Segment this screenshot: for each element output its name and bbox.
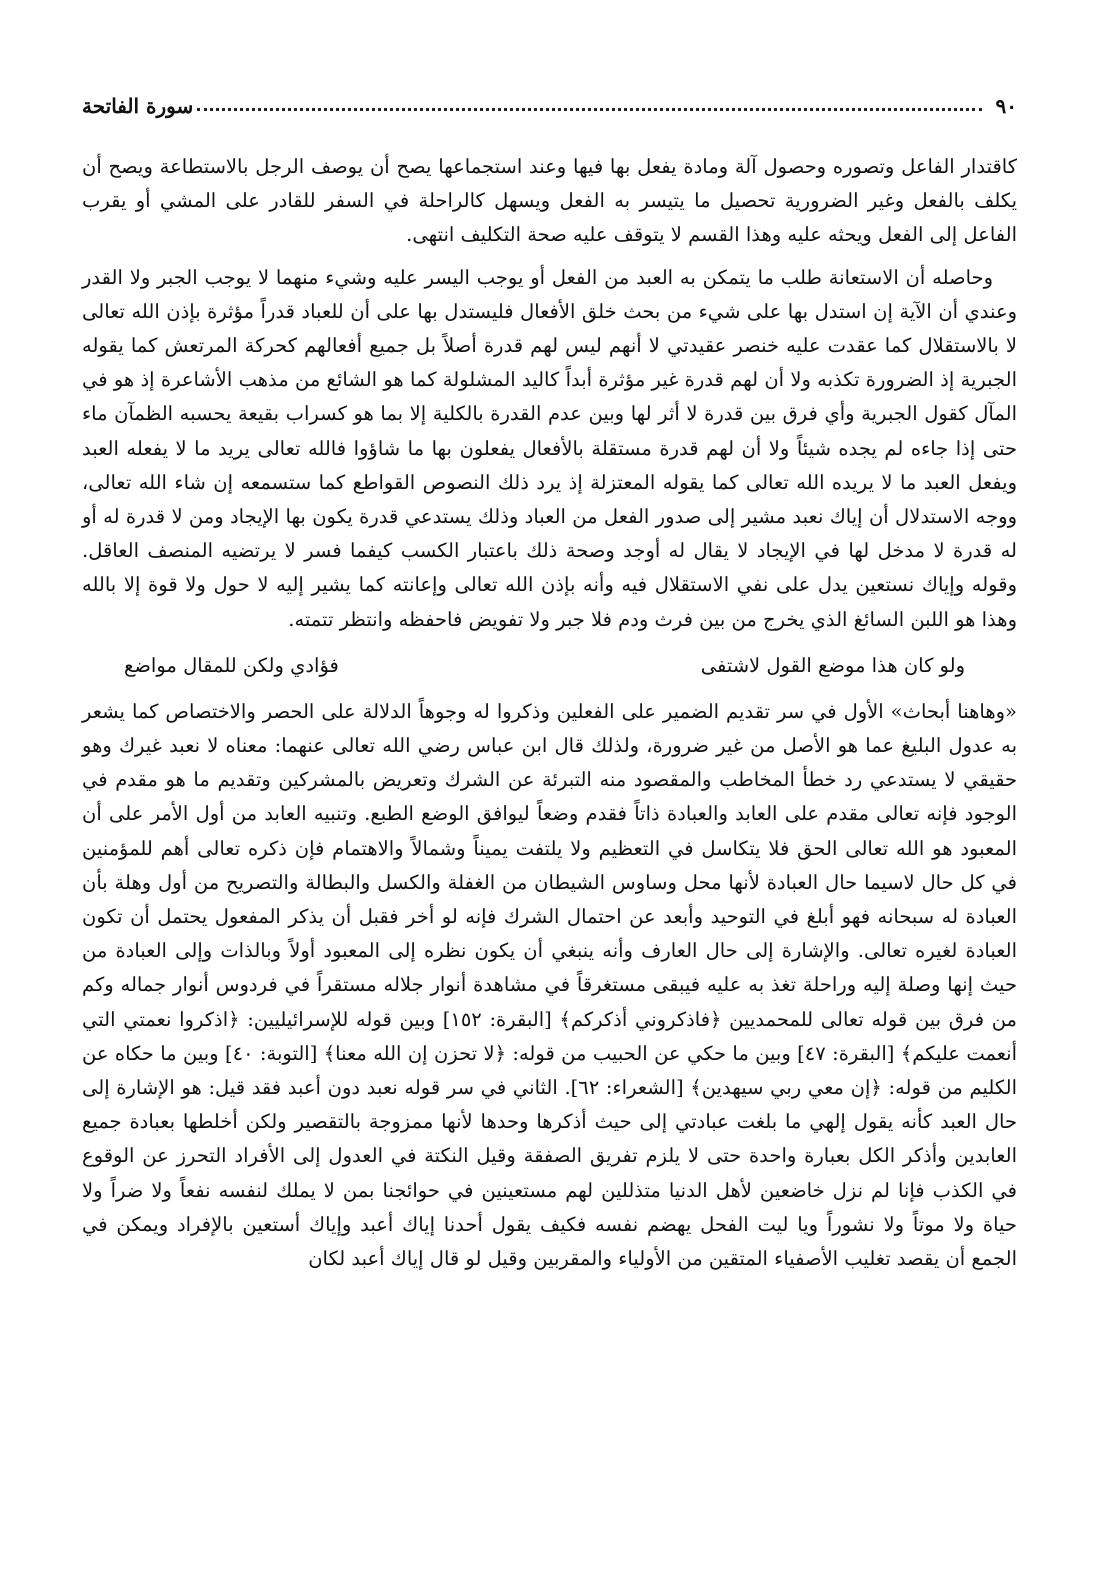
paragraph-2: وحاصله أن الاستعانة طلب ما يتمكن به العبد من الفعل أو يوجب اليسر عليه وشيء منهما لا يوجب الجبر ولا القدر وعندي أن الآية إن استدل بها على شيء من بحث خلق الأفعال فليستدل بها على أن للعباد قدراً مؤثرة بإذن الله تعالى لا بالاستقلال كما عقدت عليه خنصر عقيدتي لا أنهم ليس لهم قدرة أصلاً بل جميع أفعالهم كحركة المرتعش كما يقوله الجبرية إذ الضرورة تكذبه ولا أن لهم قدرة غير مؤثرة أبداً كاليد المشلولة كما هو الشائع من مذهب الأشاعرة إذ هو في المآل كقول الجبرية وأي فرق بين قدرة لا أثر لها وبين عدم القدرة بالكلية إلا بما هو كسراب بقيعة يحسبه الظمآن ماء حتى إذا جاءه لم يجده شيئاً ولا أن لهم قدرة مستقلة بالأفعال يفعلون بها ما شاؤوا فالله تعالى يريد ما لا يفعله العبد ويفعل العبد ما لا يريده الله تعالى كما يقوله المعتزلة إذ يرد ذلك النصوص القواطع كما ستسمعه إن شاء الله تعالى، ووجه الاستدلال أن إياك نعبد مشير إلى صدور الفعل من العباد وذلك يستدعي قدرة يكون بها الإيجاد ومن لا قدرة له أو له قدرة لا مدخل لها في الإيجاد لا يقال له أوجد وصحة ذلك باعتبار الكسب كيفما فسر لا يرتضيه المنصف العاقل. وقوله وإياك نستعين يدل على نفي الاستقلال فيه وأنه بإذن الله تعالى وإعانته كما يشير إليه لا حول ولا قوة إلا بالله وهذا هو اللبن السائغ الذي يخرج من بين فرث ودم فلا جبر ولا تفويض فاحفظه وانتظر تتمته. (82, 265, 1017, 631)
paragraph-3: «وهاهنا أبحاث» الأول في سر تقديم الضمير على الفعلين وذكروا له وجوهاً الدلالة على الحصر والاختصاص كما يشعر به عدول البليغ عما هو الأصل من غير ضرورة، ولذلك قال ابن عباس رضي الله تعالى عنهما: معناه لا نعبد غيرك وهو حقيقي لا يستدعي رد خطأ المخاطب والمقصود منه التبرئة عن الشرك وتعريض بالمشركين وتقديم ما هو مقدم في الوجود فإنه تعالى مقدم على العابد والعبادة ذاتاً فقدم وضعاً ليوافق الوضع الطبع. وتنبيه العابد من أول الأمر على أن المعبود هو الله تعالى الحق فلا يتكاسل في التعظيم ولا يلتفت يميناً وشمالاً والاهتمام فإن ذكره تعالى أهم للمؤمنين في كل حال لاسيما حال العبادة لأنها محل وساوس الشيطان من الغفلة والكسل والبطالة والتصريح من أول وهلة بأن العبادة له سبحانه فهو أبلغ في التوحيد وأبعد عن احتمال الشرك فإنه لو أخر فقبل أن يذكر المفعول يحتمل أن تكون العبادة لغيره تعالى. والإشارة إلى حال العارف وأنه ينبغي أن يكون نظره إلى المعبود أولاً وبالذات وإلى العبادة من حيث إنها وصلة إليه وراحلة تغذ به عليه فيبقى مستغرقاً في مشاهدة أنوار جلاله مستقراً في فردوس أنوار جماله وكم من فرق بين قوله تعالى للمحمديين ﴿فاذكروني أذكركم﴾ [البقرة: ١٥٢] وبين قوله للإسرائيليين: ﴿اذكروا نعمتي التي أنعمت عليكم﴾ [البقرة: ٤٧] وبين ما حكي عن الحبيب من قوله: ﴿لا تحزن إن الله معنا﴾ [التوبة: ٤٠] وبين ما حكاه عن الكليم من قوله: ﴿إن معي ربي سيهدين﴾ [الشعراء: ٦٢]. الثاني في سر قوله نعبد دون أعبد فقد قيل: هو الإشارة إلى حال العبد كأنه يقول إلهي ما بلغت عبادتي إلى حيث أذكرها وحدها لأنها ممزوجة بالتقصير ولكن أخلطها بعبادة جميع العابدين وأذكر الكل بعبارة واحدة حتى لا يلزم تفريق الصفقة وقيل النكتة في العدول إلى الأفراد التحرز عن الوقوع في الكذب فإنا لم نزل خاضعين لأهل الدنيا متذللين لهم مستعينين في حوائجنا بمن لا يملك لنفسه نفعاً ولا ضراً ولا حياة ولا موتاً ولا نشوراً ويا ليت الفحل يهضم نفسه فكيف يقول أحدنا إياك أعبد وإياك أستعين بالإفراد ويمكن في الجمع أن يقصد تغليب الأصفياء المتقين من الأولياء والمقربين وقيل لو قال إياك أعبد لكان (82, 699, 1018, 1271)
running-head (82, 82, 1017, 118)
verse-second-hemistich: فؤادي ولكن للمقال مواضع (124, 653, 339, 677)
body-text (82, 150, 1017, 1276)
poetry-verse (124, 649, 965, 683)
leader-dots (197, 108, 981, 111)
paragraph-1: كاقتدار الفاعل وتصوره وحصول آلة ومادة يفعل بها فيها وعند استجماعها يصح أن يوصف الرجل بالاستطاعة ويصح أن يكلف بالفعل وغير الضرورية تحصيل ما يتيسر به الفعل ويسهل كالراحلة في السفر للقادر على المشي أو يقرب الفاعل إلى الفعل ويحثه عليه وهذا القسم لا يتوقف عليه صحة التكليف انتهى. (82, 155, 1017, 247)
page-number: ٩٠ (995, 94, 1017, 118)
surah-title: سورة الفاتحة (82, 94, 194, 118)
verse-first-hemistich: ولو كان هذا موضع القول لاشتفى (700, 653, 965, 677)
